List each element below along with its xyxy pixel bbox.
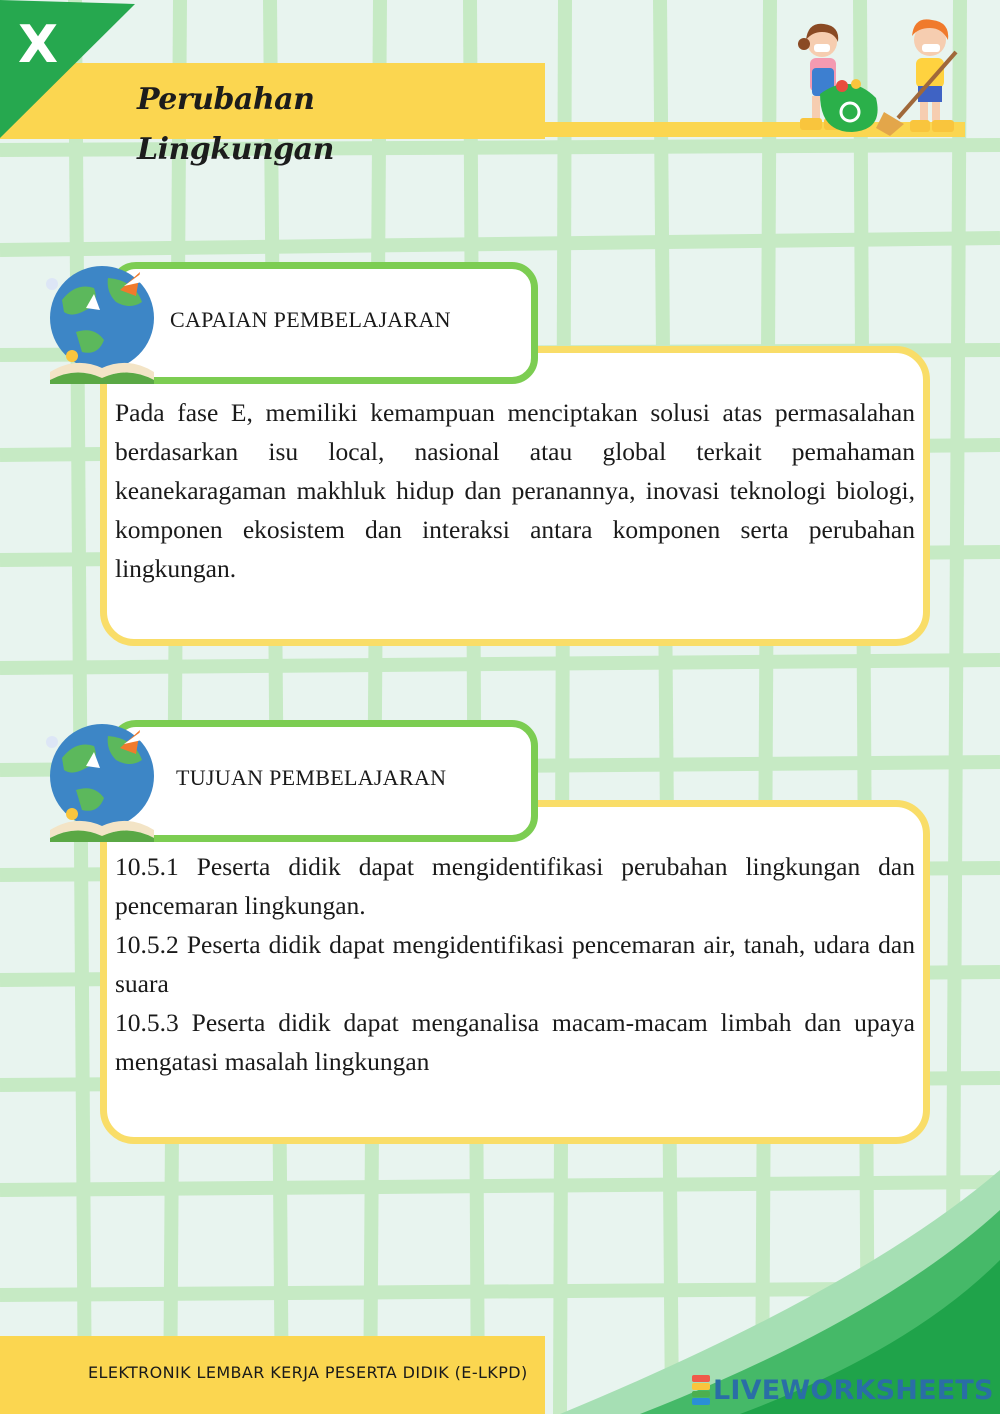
- page-title: Perubahan Lingkungan: [137, 82, 334, 167]
- corner-letter: X: [18, 15, 59, 75]
- liveworksheets-mark-icon: [692, 1375, 710, 1405]
- liveworksheets-logo[interactable]: [692, 1373, 994, 1407]
- tujuan-objective-list: [115, 847, 915, 1081]
- liveworksheets-brand-text: LIVEWORKSHEETS: [713, 1374, 994, 1406]
- corner-badge: [0, 0, 140, 140]
- globe-book-icon: [42, 718, 160, 843]
- footer-label: ELEKTRONIK LEMBAR KERJA PESERTA DIDIK (E-LKPD): [88, 1363, 528, 1382]
- capaian-body-text: Pada fase E, memiliki kemampuan menciptakan solusi atas permasalahan berdasarkan isu local, nasional atau global terkait pemahaman keanekaragaman makhluk hidup dan peranannya, inovasi teknologi biologi, komponen ekosistem dan interaksi antara komponen serta perubahan lingkungan.: [115, 398, 915, 583]
- tujuan-heading: TUJUAN PEMBELAJARAN: [176, 765, 447, 790]
- globe-book-icon: [42, 260, 160, 385]
- objective-item: 10.5.1 Peserta didik dapat mengidentifikasi perubahan lingkungan dan pencemaran lingkungan.: [115, 852, 915, 920]
- objective-item: 10.5.2 Peserta didik dapat mengidentifikasi pencemaran air, tanah, udara dan suara: [115, 930, 915, 998]
- kids-recycling-illustration: [780, 12, 970, 140]
- objective-item: 10.5.3 Peserta didik dapat menganalisa macam-macam limbah dan upaya mengatasi masalah lingkungan: [115, 1008, 915, 1076]
- capaian-heading: CAPAIAN PEMBELAJARAN: [170, 307, 451, 332]
